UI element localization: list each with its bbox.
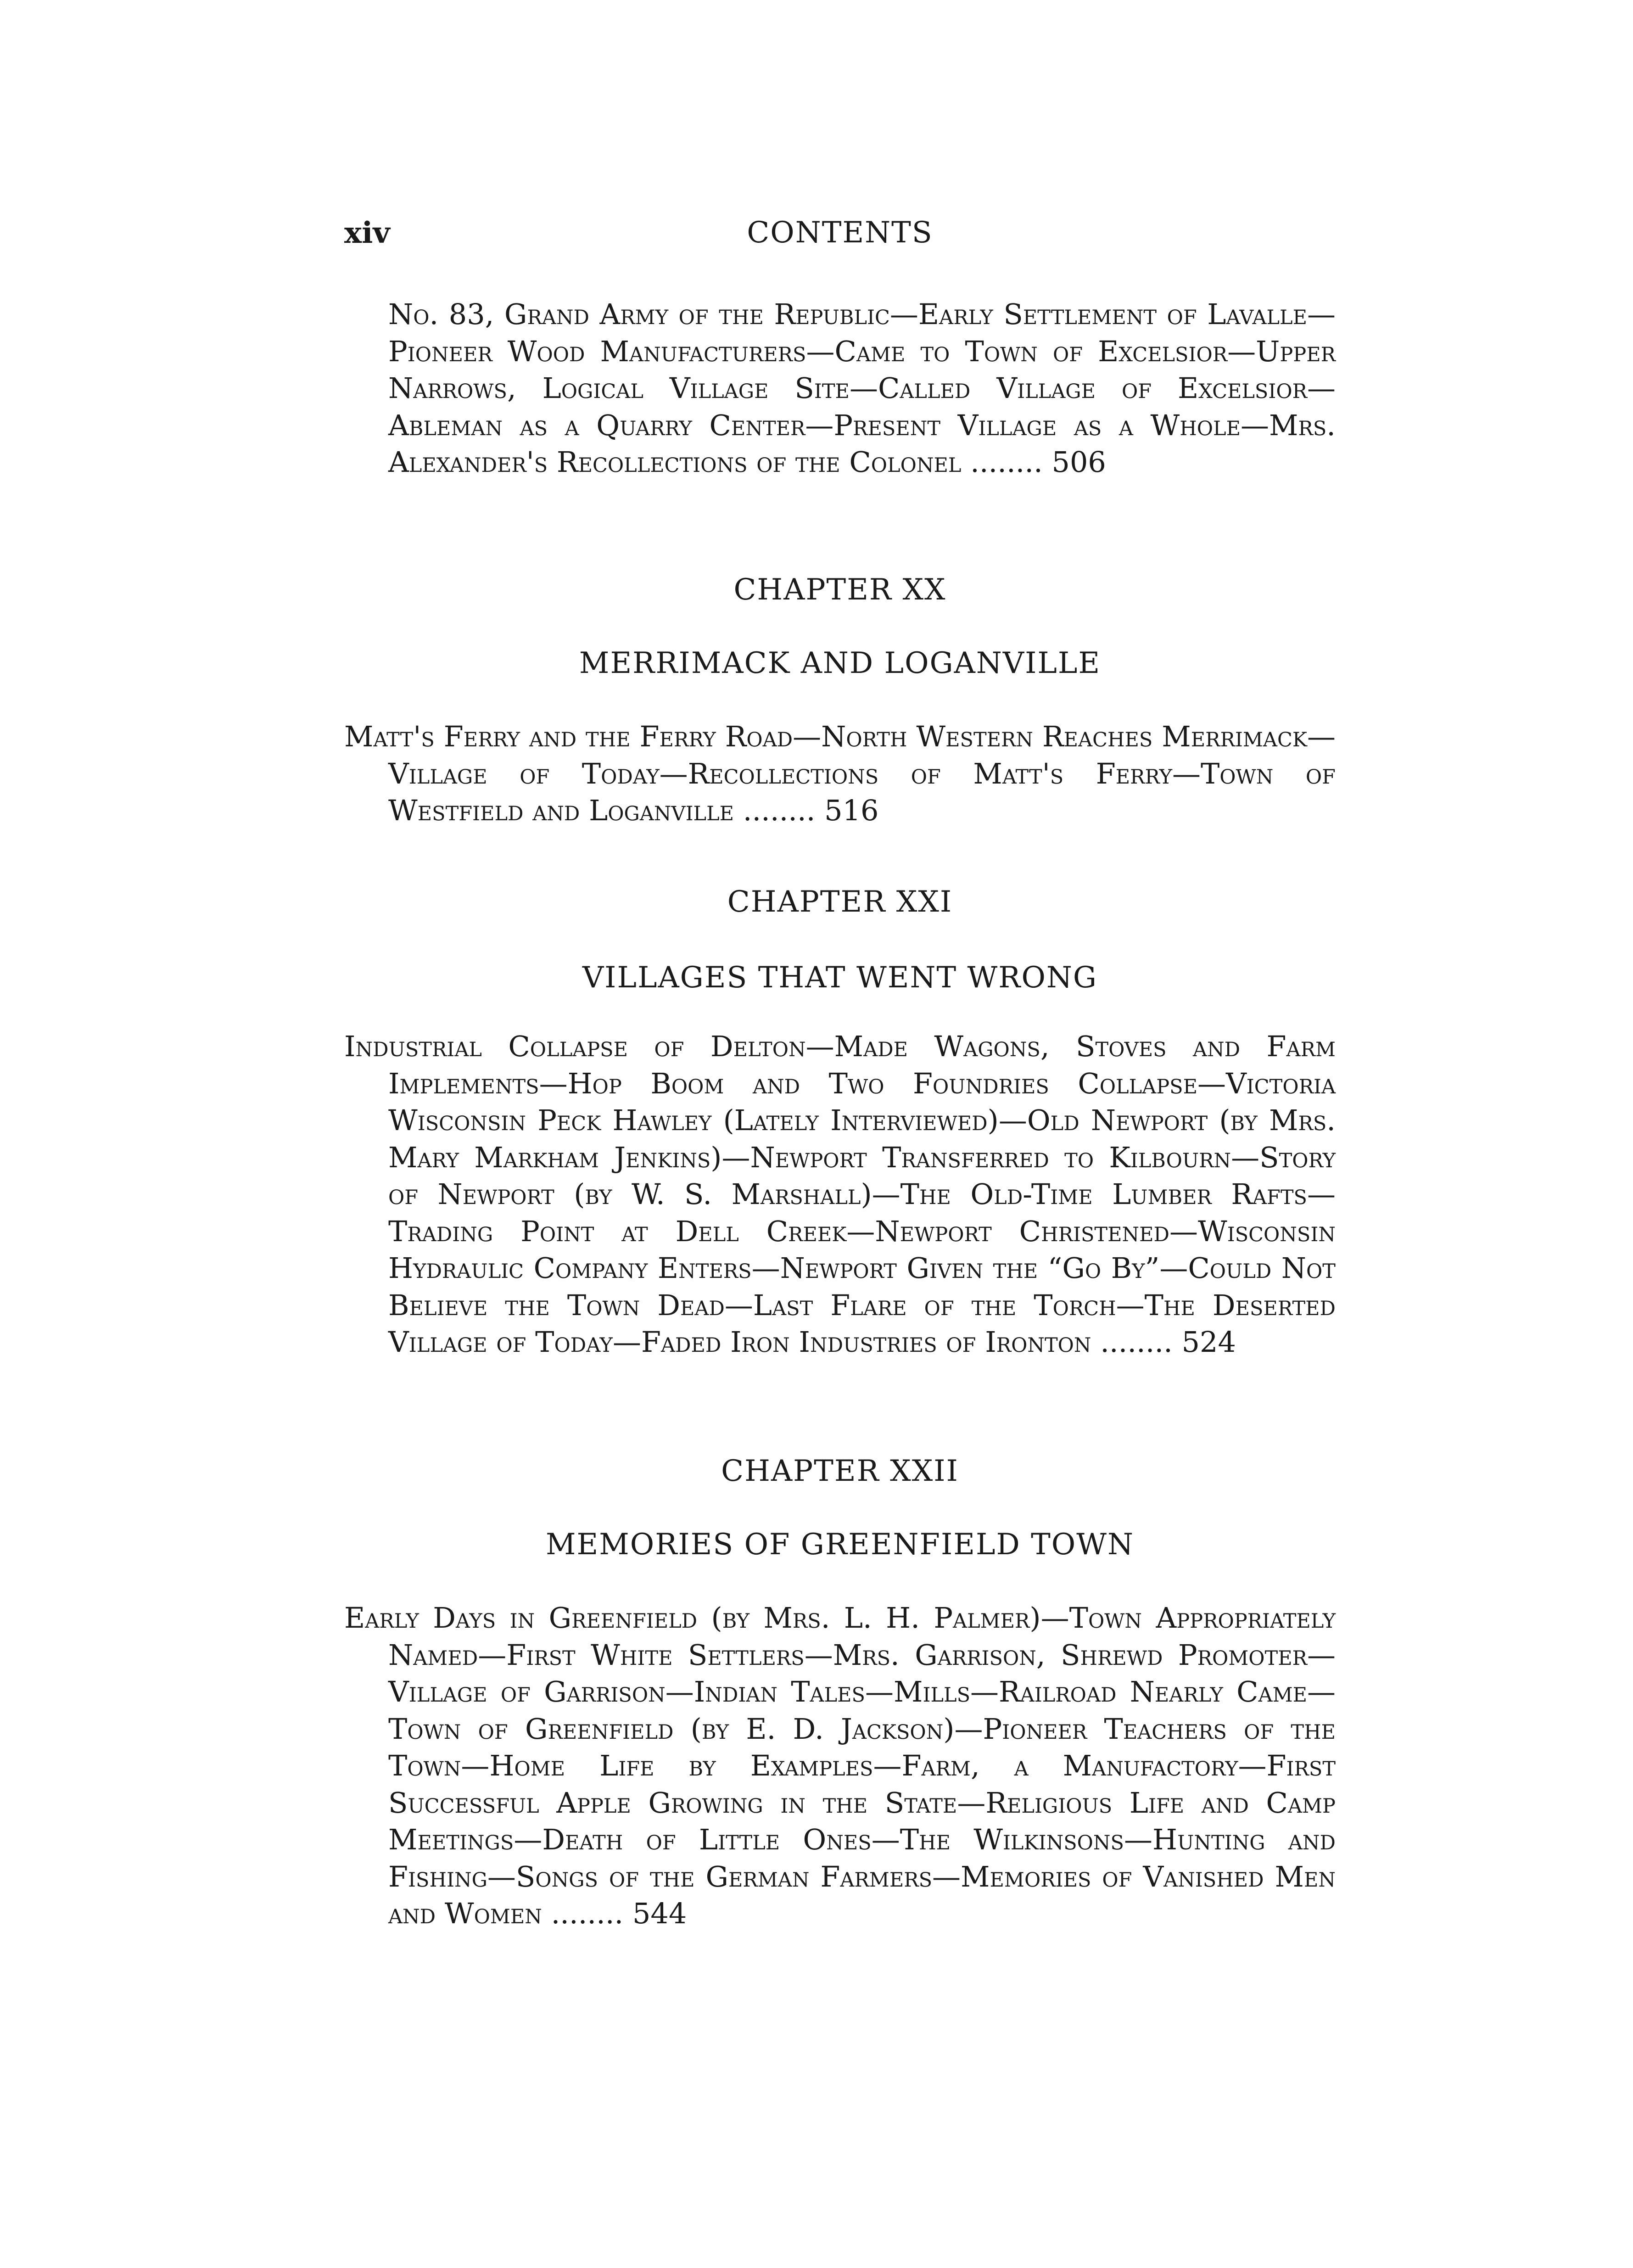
chapter-title: MEMORIES OF GREENFIELD TOWN <box>545 1528 1135 1562</box>
toc-entry-text: Industrial Collapse of Delton—Made Wagons, Stoves and Farm Implements—Hop Boom and Two Foundries Collapse—Victoria Wisconsin Peck Hawley (Lately Interviewed)—Old Newport (by Mrs. Mary Markham Jenkins)—Newport Transferred to Kilbourn—Story of Newport (by W. S. Marshall)—The Old-Time Lumber Rafts—Trading Point at Dell Creek—Newport Christened—Wisconsin Hydraulic Company Enters—Newport Given the “Go By”—Could Not Believe the Town Dead—Last Flare of the Torch—The Deserted Village of Today—Faded Iron Industries of Ironton <box>344 1030 1336 1359</box>
toc-entry-text: No. 83, Grand Army of the Republic—Early Settlement of Lavalle—Pioneer Wood Manufacturers—Came to Town of Excelsior—Upper Narrows, Logical Village Site—Called Village of Excelsior—Ableman as a Quarry Center—Present Village as a Whole—Mrs. Alexander's Recollections of the Colonel <box>388 297 1336 479</box>
chapter-number: CHAPTER XX <box>733 573 946 607</box>
toc-page-number: 524 <box>1181 1325 1236 1359</box>
toc-entry <box>344 718 1336 829</box>
toc-page-number: 544 <box>632 1897 687 1930</box>
chapter-title: VILLAGES THAT WENT WRONG <box>582 961 1098 995</box>
dot-leader: ........ <box>734 794 825 827</box>
dot-leader: ........ <box>1091 1325 1182 1359</box>
toc-entry-text: Matt's Ferry and the Ferry Road—North Western Reaches Merrimack—Village of Today—Recollections of Matt's Ferry—Town of Westfield and Loganville <box>344 720 1336 827</box>
toc-entry-text: Early Days in Greenfield (by Mrs. L. H. Palmer)—Town Appropriately Named—First White Settlers—Mrs. Garrison, Shrewd Promoter—Village of Garrison—Indian Tales—Mills—Railroad Nearly Came—Town of Greenfield (by E. D. Jackson)—Pioneer Teachers of the Town—Home Life by Examples—Farm, a Manufactory—First Successful Apple Growing in the State—Religious Life and Camp Meetings—Death of Little Ones—The Wilkinsons—Hunting and Fishing—Songs of the German Farmers—Memories of Vanished Men and Women <box>344 1601 1336 1930</box>
dot-leader: ........ <box>961 445 1052 479</box>
chapter-title: MERRIMACK AND LOGANVILLE <box>579 646 1101 680</box>
toc-entry <box>344 1028 1336 1361</box>
chapter-number: CHAPTER XXI <box>727 885 953 919</box>
dot-leader: ........ <box>542 1897 632 1930</box>
toc-page-number: 516 <box>824 794 879 827</box>
toc-entry-continuation <box>344 296 1336 481</box>
page-header <box>344 216 1336 266</box>
toc-entry <box>344 1600 1336 1932</box>
chapter-number: CHAPTER XXII <box>721 1454 959 1488</box>
toc-page-number: 506 <box>1051 445 1106 479</box>
running-head: CONTENTS <box>747 216 933 250</box>
page-folio: xiv <box>344 216 390 250</box>
